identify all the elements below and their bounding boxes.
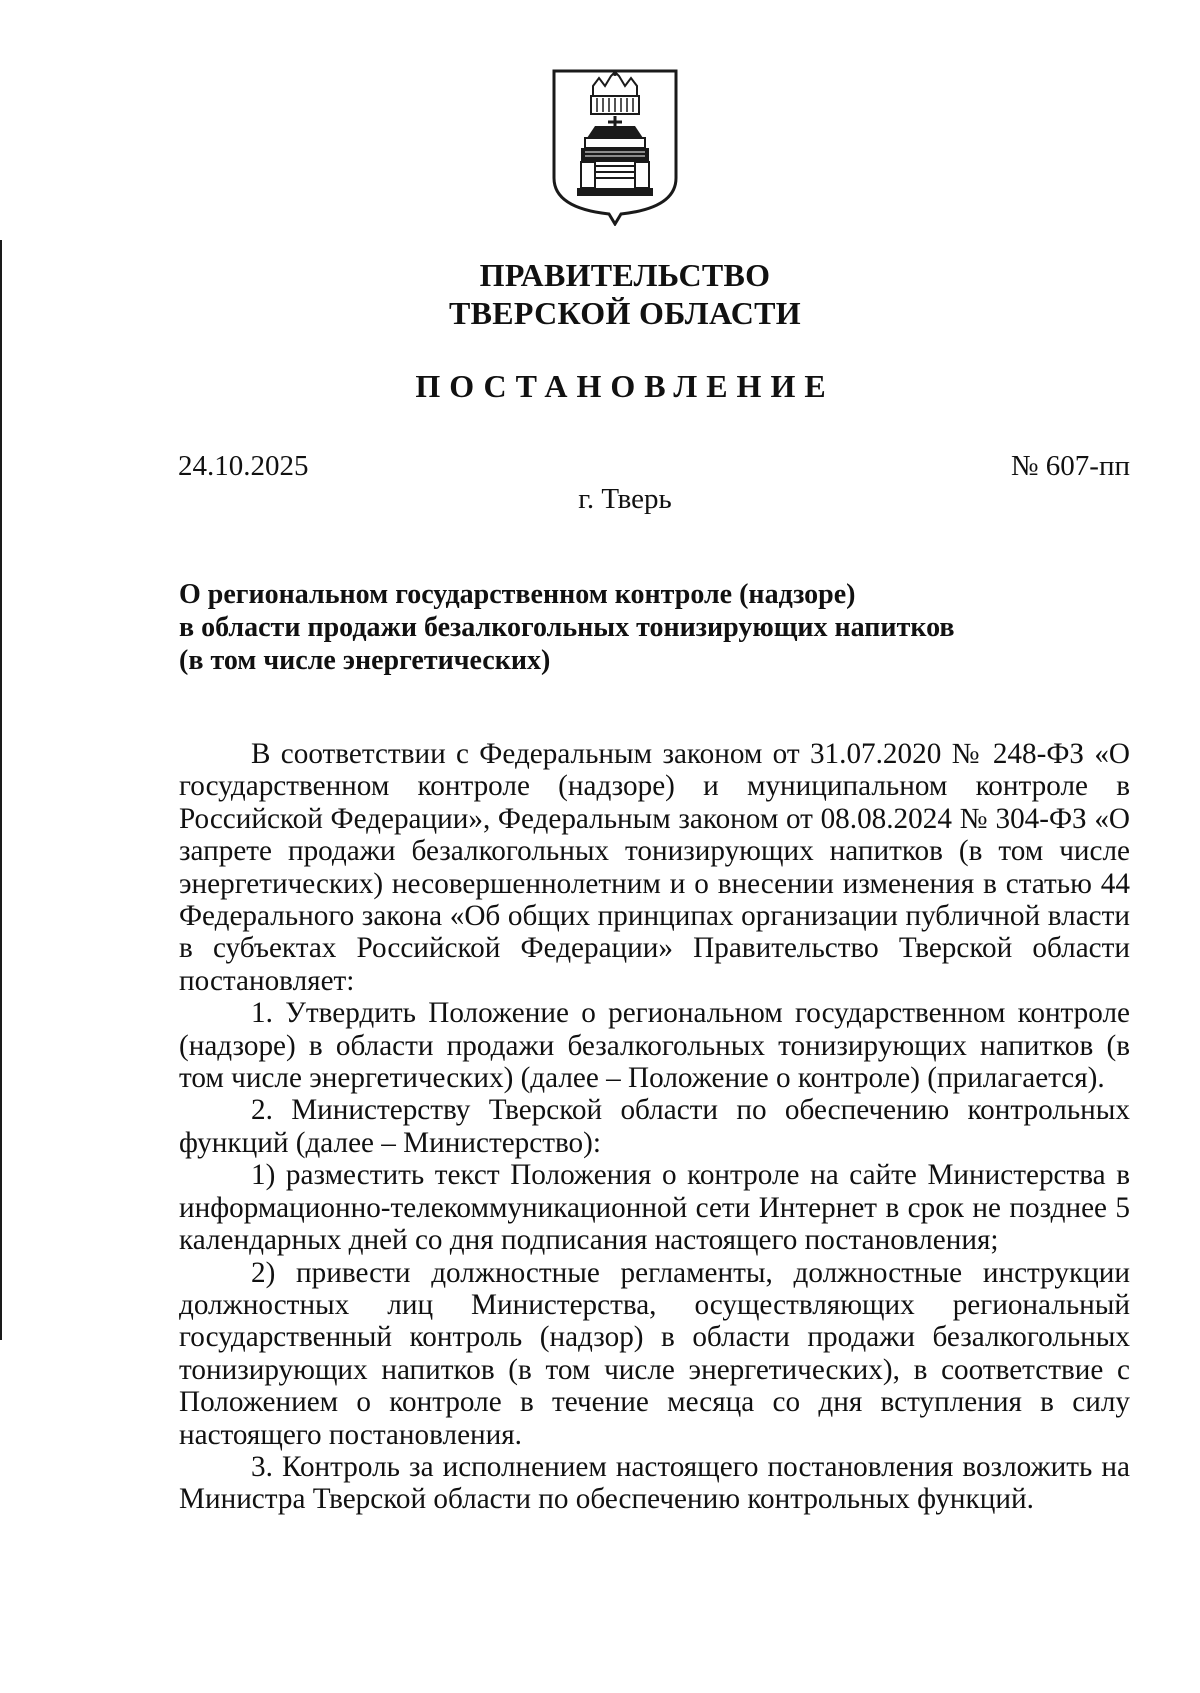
subject-line-2: в области продажи безалкогольных тонизирующих напитков <box>179 612 955 643</box>
document-body <box>179 738 1130 1516</box>
item-3-paragraph: 3. Контроль за исполнением настоящего постановления возложить на Министра Тверской области по обеспечению контрольных функций. <box>179 1450 1130 1516</box>
document-city: г. Тверь <box>578 483 672 515</box>
preamble-paragraph: В соответствии с Федеральным законом от 31.07.2020 № 248-ФЗ «О государственном контроле (надзоре) и муниципальном контроле в Российской Федерации», Федеральным законом от 08.08.2024 № 304-ФЗ «О запрете продажи безалкогольных тонизирующих напитков (в том числе энергетических) несовершеннолетним и о внесении изменения в статью 44 Федерального закона «Об общих принципах организации публичной власти в субъектах Российской Федерации» Правительство Тверской области постановляет: <box>179 738 1130 997</box>
organization-name-line1: ПРАВИТЕЛЬСТВО <box>479 257 771 293</box>
item-2-paragraph: 2. Министерству Тверской области по обеспечению контрольных функций (далее – Министерство): <box>179 1094 1130 1159</box>
subject-line-1: О региональном государственном контроле (надзоре) <box>179 579 856 610</box>
document-date: 24.10.2025 <box>178 450 309 482</box>
item-1-paragraph: 1. Утвердить Положение о региональном государственном контроле (надзоре) в области продажи безалкогольных тонизирующих напитков (в том числе энергетических) (далее – Положение о контроле) (прилагается). <box>179 997 1130 1095</box>
organization-name-line2: ТВЕРСКОЙ ОБЛАСТИ <box>448 295 802 331</box>
subject-line-3: (в том числе энергетических) <box>179 645 551 676</box>
item-2-1-paragraph: 1) разместить текст Положения о контроле на сайте Министерства в информационно-телекоммуникационной сети Интернет в срок не позднее 5 календарных дней со дня подписания настоящего постановления; <box>179 1159 1130 1257</box>
document-number: № 607-пп <box>1010 450 1130 482</box>
document-subject <box>179 578 1079 677</box>
document-type: ПОСТАНОВЛЕНИЕ <box>415 368 835 404</box>
item-2-2-paragraph: 2) привести должностные регламенты, должностные инструкции должностных лиц Министерства, осуществляющих региональный государственный контроль (надзор) в области продажи безалкогольных тонизирующих напитков (в том числе энергетических), в соответствие с Положением о контроле в течение месяца со дня вступления в силу настоящего постановления. <box>179 1256 1130 1451</box>
tver-coat-of-arms-icon <box>551 68 679 226</box>
